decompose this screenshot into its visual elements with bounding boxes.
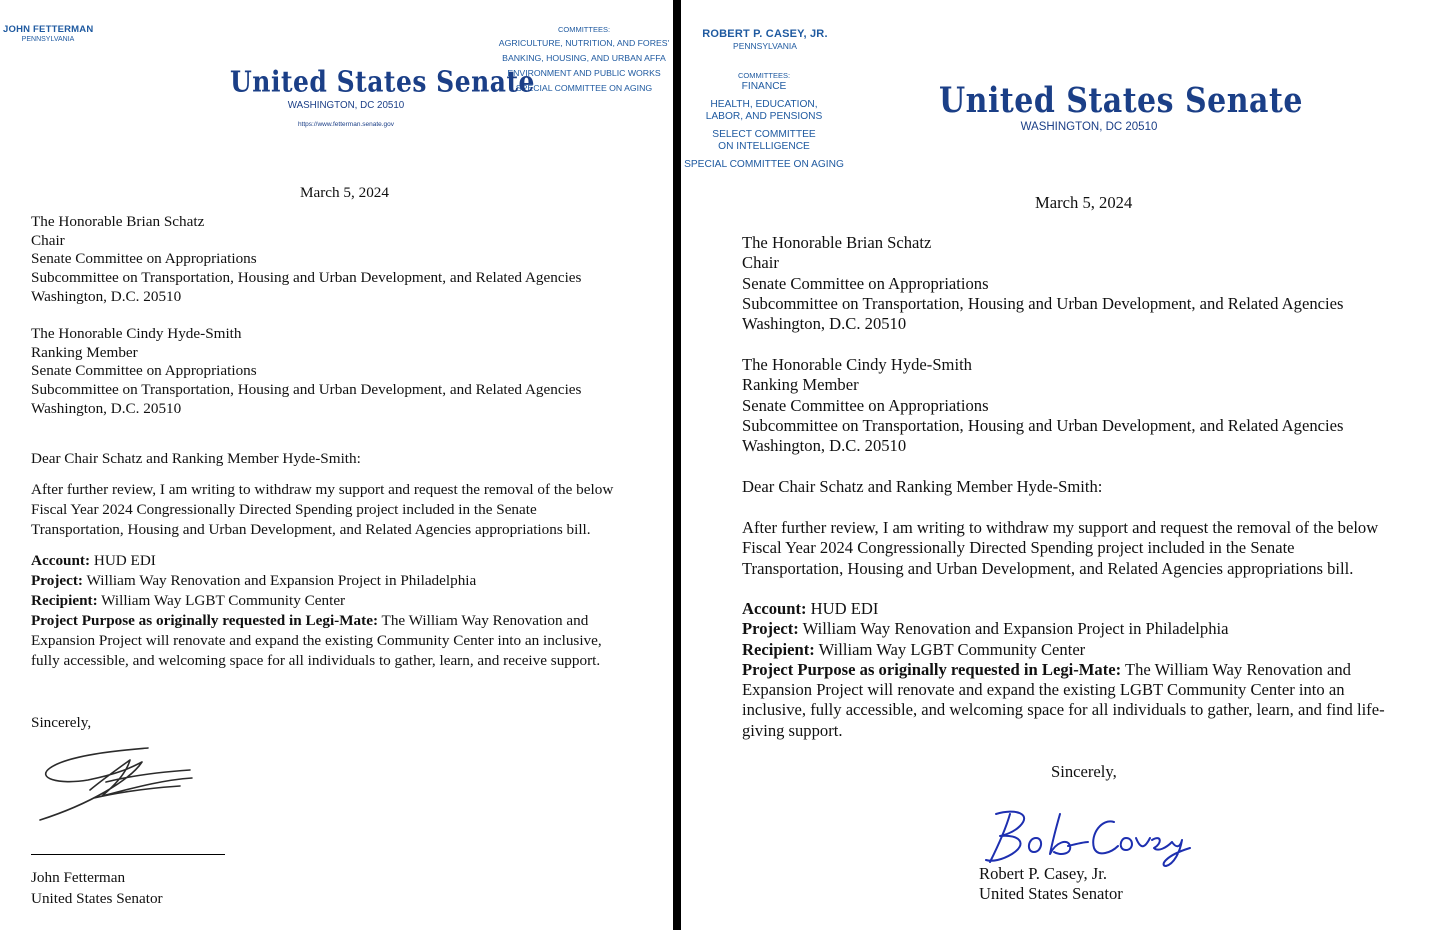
senate-seal-title: United States Senate (939, 80, 1303, 121)
account-value: HUD EDI (806, 599, 879, 618)
address-line: Chair (742, 253, 779, 273)
senator-state: PENNSYLVANIA (21, 36, 75, 43)
letterhead-city: WASHINGTON, DC 20510 (1020, 121, 1158, 133)
account-label: Account: (742, 599, 807, 618)
addressee-block (742, 355, 1343, 456)
recipient-value: William Way LGBT Community Center (97, 592, 346, 609)
committee-item: AGRICULTURE, NUTRITION, AND FORES' (498, 38, 670, 48)
committees-list (681, 71, 847, 171)
committee-item: BANKING, HOUSING, AND URBAN AFFA (502, 53, 666, 63)
address-line: Ranking Member (742, 375, 859, 395)
salutation: Dear Chair Schatz and Ranking Member Hyde-Smith: (31, 450, 361, 467)
committees-heading: COMMITTEES: (557, 25, 611, 34)
letterhead-city: WASHINGTON, DC 20510 (287, 100, 405, 111)
intro-paragraph (31, 480, 613, 540)
purpose-text: giving support. (742, 720, 843, 740)
purpose-line (31, 611, 602, 631)
paragraph-line: Transportation, Housing and Urban Development, and Related Agencies appropriations bill. (31, 521, 591, 538)
senator-name: ROBERT P. CASEY, JR. (702, 28, 828, 40)
committee-item: ON INTELLIGENCE (718, 141, 810, 152)
recipient-line (31, 591, 602, 611)
project-details (742, 599, 1385, 741)
address-line: The Honorable Brian Schatz (31, 213, 205, 230)
address-line: The Honorable Cindy Hyde-Smith (31, 325, 242, 342)
project-value: William Way Renovation and Expansion Project in Philadelphia (83, 572, 477, 589)
closing: Sincerely, (31, 714, 92, 731)
signature-line (31, 854, 225, 855)
address-line: Senate Committee on Appropriations (742, 273, 989, 293)
signer-title: United States Senator (979, 884, 1123, 904)
purpose-text: Expansion Project will renovate and expand the existing Community Center into an inclusive, (31, 632, 602, 649)
address-line: Subcommittee on Transportation, Housing and Urban Development, and Related Agencies (742, 415, 1344, 435)
address-line: Subcommittee on Transportation, Housing and Urban Development, and Related Agencies (742, 293, 1344, 313)
committee-item: SELECT COMMITTEE (712, 129, 816, 140)
address-line: The Honorable Brian Schatz (742, 233, 932, 252)
letter-fetterman (0, 0, 673, 930)
account-line (31, 551, 602, 571)
purpose-text: The William Way Renovation and (1121, 659, 1351, 679)
recipient-label: Recipient: (31, 592, 98, 609)
signer-block (31, 869, 163, 908)
address-line: Subcommittee on Transportation, Housing and Urban Development, and Related Agencies (31, 381, 582, 399)
letterhead (939, 80, 1303, 133)
committees-heading: COMMITTEES: (737, 71, 791, 80)
senator-state: PENNSYLVANIA (733, 41, 797, 51)
letter-date: March 5, 2024 (300, 184, 389, 201)
committee-item: SPECIAL COMMITTEE ON AGING (684, 159, 844, 170)
account-line (742, 599, 1385, 619)
address-line: Ranking Member (31, 343, 138, 361)
closing: Sincerely, (1051, 762, 1117, 781)
committee-item: FINANCE (741, 81, 787, 92)
address-line: The Honorable Cindy Hyde-Smith (742, 355, 972, 374)
paragraph-line: After further review, I am writing to withdraw my support and request the removal of the below (31, 481, 614, 498)
paragraph-line: Fiscal Year 2024 Congressionally Directed Spending project included in the Senate (31, 501, 537, 518)
committee-item: HEALTH, EDUCATION, (710, 99, 818, 110)
purpose-line (742, 660, 1385, 680)
letter-date: March 5, 2024 (1035, 193, 1133, 212)
intro-paragraph (742, 518, 1378, 579)
addressee-block (31, 213, 581, 307)
recipient-label: Recipient: (742, 639, 815, 659)
account-label: Account: (31, 552, 91, 569)
paragraph-line: After further review, I am writing to withdraw my support and request the removal of the below (742, 518, 1379, 537)
letter-casey (681, 0, 1456, 930)
addressee-block (31, 325, 581, 419)
paragraph-line: Transportation, Housing and Urban Development, and Related Agencies appropriations bill. (742, 558, 1354, 578)
address-line: Senate Committee on Appropriations (31, 250, 257, 268)
signer-block (979, 864, 1123, 905)
committee-item: LABOR, AND PENSIONS (705, 111, 823, 122)
committee-item: SPECIAL COMMITTEE ON AGING (515, 83, 653, 93)
signer-title: United States Senator (31, 889, 163, 907)
senator-name: JOHN FETTERMAN (3, 24, 94, 35)
address-line: Senate Committee on Appropriations (742, 395, 989, 415)
purpose-label: Project Purpose as originally requested in Legi-Mate: (742, 659, 1122, 679)
address-line: Washington, D.C. 20510 (742, 436, 907, 456)
purpose-text: fully accessible, and welcoming space for all individuals to gather, learn, and receive support. (31, 652, 601, 669)
recipient-line (742, 640, 1385, 660)
signature-fetterman-icon (30, 740, 200, 830)
committee-item: ENVIRONMENT AND PUBLIC WORKS (507, 68, 661, 78)
purpose-text: inclusive, fully accessible, and welcoming space for all individuals to gather, learn, and find life- (742, 700, 1385, 720)
salutation: Dear Chair Schatz and Ranking Member Hyde-Smith: (742, 477, 1103, 496)
project-label: Project: (742, 619, 799, 639)
senate-seal-title: United States Senate (230, 64, 535, 99)
address-line: Washington, D.C. 20510 (31, 399, 182, 417)
account-value: HUD EDI (90, 552, 156, 569)
senator-header (3, 24, 93, 43)
address-line: Senate Committee on Appropriations (31, 362, 257, 380)
project-value: William Way Renovation and Expansion Project in Philadelphia (798, 619, 1229, 639)
project-details (31, 551, 602, 671)
letterhead (230, 64, 535, 128)
signer-name: Robert P. Casey, Jr. (979, 864, 1107, 883)
address-line: Washington, D.C. 20510 (742, 314, 907, 334)
address-line: Subcommittee on Transportation, Housing and Urban Development, and Related Agencies (31, 269, 582, 287)
purpose-text: The William Way Renovation and (378, 612, 589, 629)
recipient-value: William Way LGBT Community Center (814, 639, 1086, 659)
signature-casey-icon (976, 808, 1196, 868)
addressee-block (742, 233, 1343, 334)
signer-name: John Fetterman (31, 869, 126, 886)
address-line: Washington, D.C. 20510 (31, 287, 182, 305)
project-line (742, 619, 1385, 639)
project-label: Project: (31, 572, 83, 589)
purpose-label: Project Purpose as originally requested in Legi-Mate: (31, 612, 379, 629)
paragraph-line: Fiscal Year 2024 Congressionally Directed Spending project included in the Senate (742, 538, 1295, 558)
project-line (31, 571, 602, 591)
letterhead-url: https://www.fetterman.senate.gov (297, 121, 395, 128)
senator-header (695, 28, 835, 51)
purpose-text: Expansion Project will renovate and expand the existing LGBT Community Center into an (742, 680, 1345, 700)
address-line: Chair (31, 231, 65, 249)
